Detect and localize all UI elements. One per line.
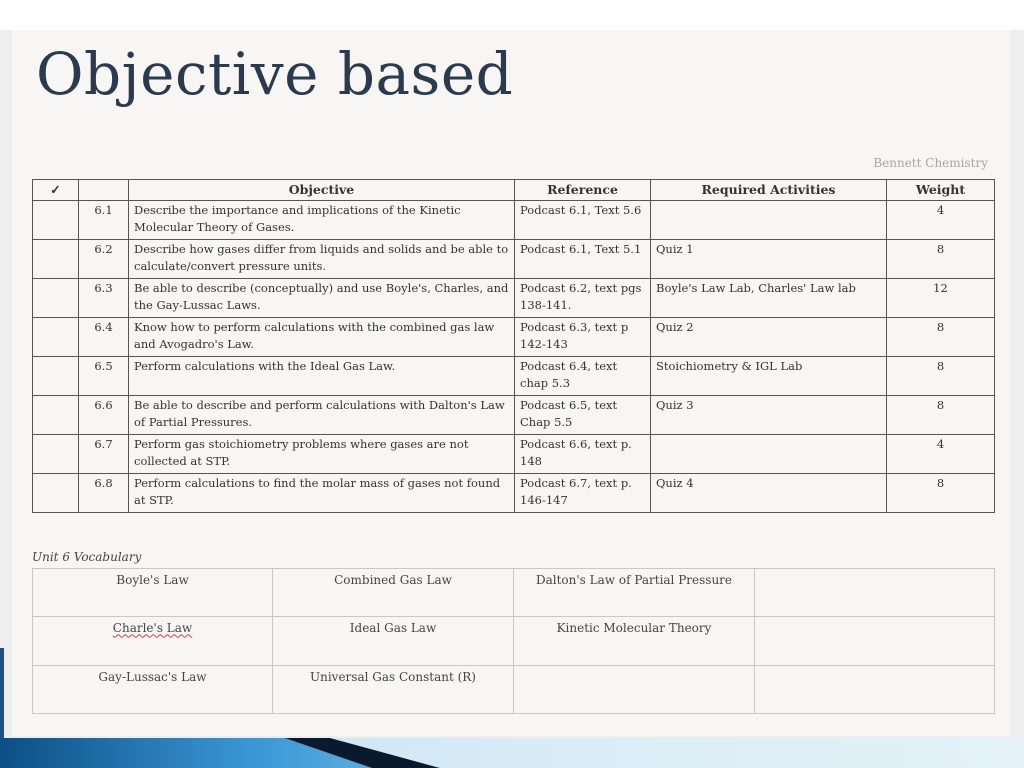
objective-number: 6.8 [79,474,129,513]
vocab-term: Gay-Lussac's Law [33,665,273,713]
header-activities: Required Activities [651,180,887,201]
header-objective: Objective [129,180,515,201]
objective-text: Perform calculations with the Ideal Gas Law. [129,357,515,396]
vocab-term [514,665,755,713]
reference-text: Podcast 6.6, text p. 148 [515,435,651,474]
light-wedge-shape [330,738,1024,768]
activities-text: Stoichiometry & IGL Lab [651,357,887,396]
vocab-term [33,617,273,665]
weight-value: 4 [887,201,995,240]
header-weight: Weight [887,180,995,201]
reference-text: Podcast 6.7, text p. 146-147 [515,474,651,513]
reference-text: Podcast 6.4, text chap 5.3 [515,357,651,396]
reference-text: Podcast 6.5, text Chap 5.5 [515,396,651,435]
table-row [33,357,995,396]
vocab-term: Boyle's Law [33,569,273,617]
table-row [33,474,995,513]
activities-text: Quiz 3 [651,396,887,435]
vocab-term [755,665,995,713]
document-author: Bennett Chemistry [873,156,988,170]
vocab-term: Kinetic Molecular Theory [514,617,755,665]
table-row [33,240,995,279]
weight-value: 4 [887,435,995,474]
check-cell [33,396,79,435]
objective-text: Perform gas stoichiometry problems where gases are not collected at STP. [129,435,515,474]
activities-text: Quiz 1 [651,240,887,279]
objective-text: Describe the importance and implications of the Kinetic Molecular Theory of Gases. [129,201,515,240]
activities-text: Quiz 4 [651,474,887,513]
objective-number: 6.7 [79,435,129,474]
objective-text: Know how to perform calculations with the combined gas law and Avogadro's Law. [129,318,515,357]
objective-number: 6.4 [79,318,129,357]
vocab-row [33,665,995,713]
activities-text [651,435,887,474]
bottom-arrow-shape [0,738,1024,768]
objective-number: 6.5 [79,357,129,396]
activities-text [651,201,887,240]
table-row [33,318,995,357]
header-reference: Reference [515,180,651,201]
objective-text: Perform calculations to find the molar mass of gases not found at STP. [129,474,515,513]
reference-text: Podcast 6.1, Text 5.1 [515,240,651,279]
header-check: ✓ [33,180,79,201]
check-cell [33,474,79,513]
weight-value: 12 [887,279,995,318]
vocab-term [755,617,995,665]
weight-value: 8 [887,318,995,357]
check-cell [33,240,79,279]
objective-number: 6.1 [79,201,129,240]
table-row [33,396,995,435]
vocab-term-misspelled: Charle's Law [112,621,193,636]
table-row [33,201,995,240]
check-cell [33,318,79,357]
objective-number: 6.2 [79,240,129,279]
objective-number: 6.6 [79,396,129,435]
table-row [33,435,995,474]
vocab-term: Dalton's Law of Partial Pressure [514,569,755,617]
vocab-term [755,569,995,617]
check-cell [33,435,79,474]
vocab-row [33,569,995,617]
vocab-term: Combined Gas Law [273,569,514,617]
check-cell [33,279,79,318]
reference-text: Podcast 6.1, Text 5.6 [515,201,651,240]
objective-text: Be able to describe and perform calculations with Dalton's Law of Partial Pressures. [129,396,515,435]
vocabulary-table [32,568,995,714]
weight-value: 8 [887,357,995,396]
weight-value: 8 [887,396,995,435]
table-header-row [33,180,995,201]
vocabulary-caption: Unit 6 Vocabulary [32,550,142,564]
table-row [33,279,995,318]
objective-number: 6.3 [79,279,129,318]
slide-title: Objective based [36,40,514,108]
weight-value: 8 [887,240,995,279]
objective-text: Describe how gases differ from liquids and solids and be able to calculate/convert pressure units. [129,240,515,279]
activities-text: Boyle's Law Lab, Charles' Law lab [651,279,887,318]
left-accent-bar [0,648,4,738]
vocab-term: Ideal Gas Law [273,617,514,665]
check-cell [33,201,79,240]
vocab-row [33,617,995,665]
reference-text: Podcast 6.3, text p 142-143 [515,318,651,357]
weight-value: 8 [887,474,995,513]
objectives-table [32,179,995,513]
bottom-decorative-band [0,738,1024,768]
header-number [79,180,129,201]
reference-text: Podcast 6.2, text pgs 138-141. [515,279,651,318]
check-cell [33,357,79,396]
activities-text: Quiz 2 [651,318,887,357]
objective-text: Be able to describe (conceptually) and use Boyle's, Charles, and the Gay-Lussac Laws. [129,279,515,318]
vocab-term: Universal Gas Constant (R) [273,665,514,713]
